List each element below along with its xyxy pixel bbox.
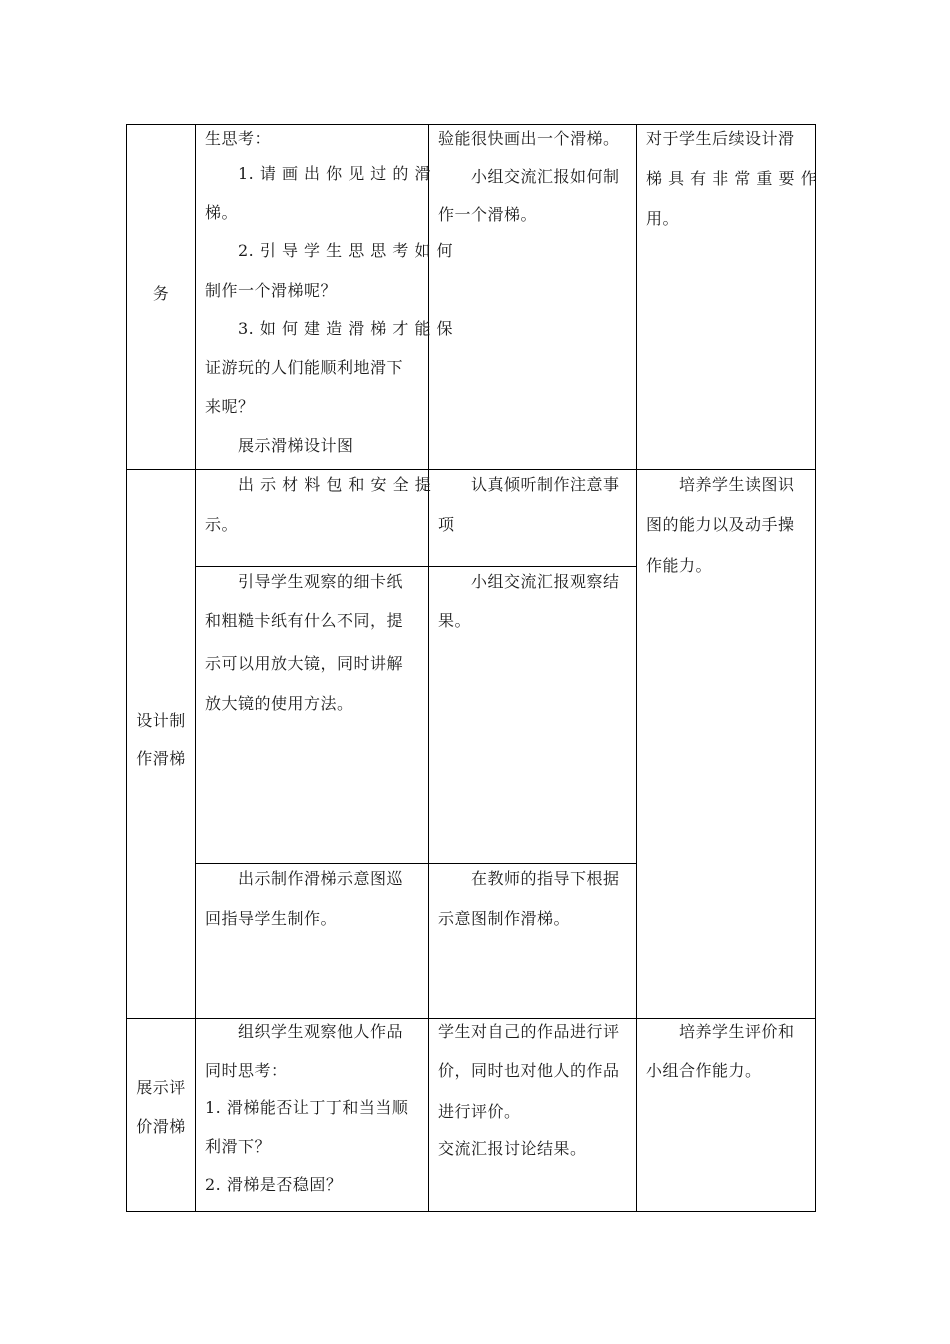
row3-teacher-line: 1. 滑梯能否让丁丁和当当顺 <box>205 1098 409 1117</box>
row1-stage-label: 务 <box>152 284 170 303</box>
row2c-teacher-line: 回指导学生制作。 <box>205 909 338 928</box>
row3-student-line: 进行评价。 <box>438 1102 521 1121</box>
row1-teacher-line: 1. 请 画 出 你 见 过 的 滑 <box>238 164 431 183</box>
row1-teacher-line: 2. 引 导 学 生 思 思 考 如 何 <box>238 241 454 260</box>
row2c-student-line: 在教师的指导下根据 <box>471 869 620 888</box>
row2b-teacher-line: 和粗糙卡纸有什么不同，提 <box>205 611 404 630</box>
row2-intent-line: 培养学生读图识 <box>679 475 795 494</box>
row2-stage-label: 设计制 <box>136 711 186 730</box>
row1-teacher-line: 生思考： <box>205 129 272 148</box>
row3-teacher-line: 组织学生观察他人作品 <box>238 1022 404 1041</box>
row3-student-line: 交流汇报讨论结果。 <box>438 1139 587 1158</box>
row2c-student-line: 示意图制作滑梯。 <box>438 909 571 928</box>
row3-intent-line: 小组合作能力。 <box>646 1061 762 1080</box>
row1-student-line: 作一个滑梯。 <box>438 205 538 224</box>
row1-student-line: 小组交流汇报如何制 <box>471 167 620 186</box>
row3-teacher-line: 利滑下？ <box>205 1137 272 1156</box>
row1-teacher-line: 制作一个滑梯呢？ <box>205 281 338 300</box>
row1-teacher-line: 梯。 <box>205 203 239 222</box>
row1-intent-line: 用。 <box>646 209 680 228</box>
row2c-teacher-line: 出示制作滑梯示意图巡 <box>238 869 404 888</box>
row3-teacher-line: 同时思考： <box>205 1061 288 1080</box>
row3-intent-line: 培养学生评价和 <box>679 1022 795 1041</box>
row1-intent-line: 对于学生后续设计滑 <box>646 129 795 148</box>
row2-stage-label: 作滑梯 <box>136 749 186 768</box>
row2a-student-line: 项 <box>438 515 455 534</box>
row1-teacher-line: 来呢？ <box>205 397 255 416</box>
row1-teacher-line: 证游玩的人们能顺利地滑下 <box>205 358 404 377</box>
row1-teacher-line: 展示滑梯设计图 <box>238 436 354 455</box>
row2-intent-line: 作能力。 <box>646 556 713 575</box>
row2-intent-line: 图的能力以及动手操 <box>646 515 795 534</box>
row1-teacher-line: 3. 如 何 建 造 滑 梯 才 能 保 <box>238 319 454 338</box>
row3-student-line: 价，同时也对他人的作品 <box>438 1061 620 1080</box>
row2a-student-line: 认真倾听制作注意事 <box>471 475 620 494</box>
row2b-teacher-line: 示可以用放大镜，同时讲解 <box>205 654 404 673</box>
row2a-teacher-line: 出 示 材 料 包 和 安 全 提 <box>238 475 432 494</box>
row2b-student-line: 果。 <box>438 611 472 630</box>
row2b-student-line: 小组交流汇报观察结 <box>471 572 620 591</box>
row1-student-line: 验能很快画出一个滑梯。 <box>438 129 620 148</box>
row2a-teacher-line: 示。 <box>205 515 239 534</box>
row3-stage-label: 展示评 <box>136 1078 186 1097</box>
row3-student-line: 学生对自己的作品进行评 <box>438 1022 620 1041</box>
row3-teacher-line: 2. 滑梯是否稳固？ <box>205 1175 343 1194</box>
row3-stage-label: 价滑梯 <box>136 1117 186 1136</box>
row2b-teacher-line: 放大镜的使用方法。 <box>205 694 354 713</box>
row2b-teacher-line: 引导学生观察的细卡纸 <box>238 572 404 591</box>
row1-intent-line: 梯 具 有 非 常 重 要 作 <box>646 169 818 188</box>
